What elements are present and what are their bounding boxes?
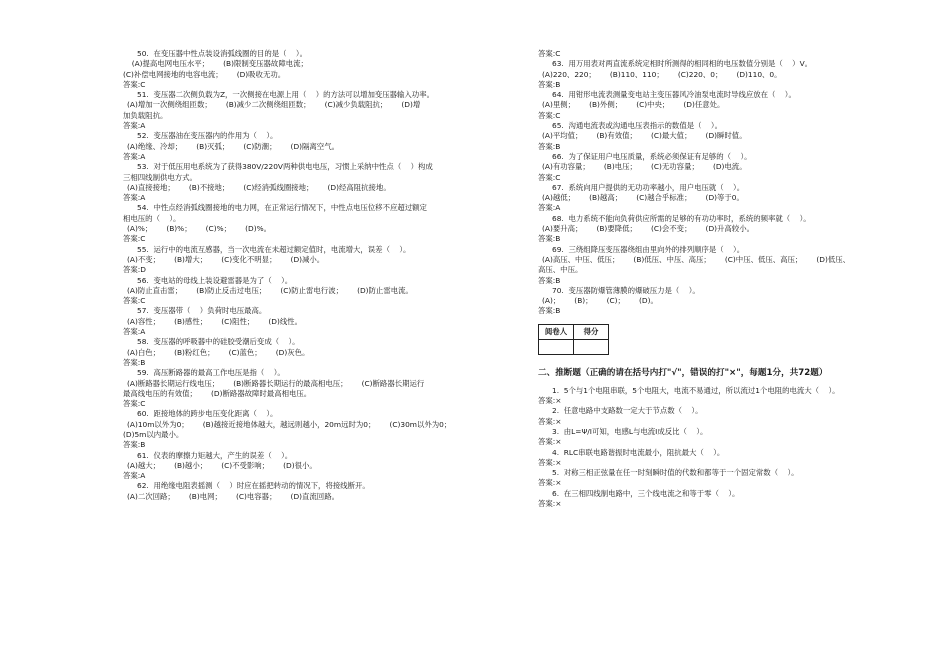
answer-line: 答案:B [538,306,561,316]
section-title: 二、推断题（正确的请在括号内打"√"，错误的打"×"，每题1分，共72题） [538,367,828,378]
question-text: 68. 电力系统不能向负荷供应所需的足够的有功功率时，系统的频率就（ ）。 [552,213,811,223]
answer-line: 答案:B [538,79,561,89]
option-line: (A)越低； (B)越高； (C)越合乎标准； (D)等于0。 [542,193,744,203]
right-question-list [538,50,883,318]
option-line: (A)二次回路； (B)电网； (C)电容器； (D)直流回路。 [127,491,339,501]
answer-line: 答案:B [123,440,146,450]
answer-line: 答案:× [538,437,562,447]
question-text: 1. 5个与1个电阻串联，5个电阻大，电流不易通过，所以流过1个电阻的电流大（ ）。 [552,385,840,395]
grader-label: 阅卷人 [539,324,574,339]
continuation-line: 高压、中压。 [538,265,583,275]
answer-line: 答案:C [123,296,146,306]
question-text: 57. 变压器带（ ）负荷时电压最高。 [137,306,267,316]
answer-line: 答案:× [538,416,562,426]
left-question-column [123,50,475,503]
answer-line: 答案:× [538,498,562,508]
option-line: (A)有功容量； (B)电压； (C)无功容量； (D)电流。 [542,162,747,172]
question-text: 51. 变压器二次侧负载为Z，一次侧接在电源上用（ ）的方法可以增加变压器输入功率。 [137,90,434,100]
question-text: 61. 仪表的摩擦力矩越大，产生的误差（ ）。 [137,450,293,460]
answer-line: 答案:C [538,172,561,182]
answer-line: 答案:B [538,234,561,244]
answer-line: 答案:A [123,327,146,337]
question-text: 50. 在变压器中性点装设消弧线圈的目的是（ ）。 [137,49,307,58]
answer-line: 答案:× [538,478,562,488]
answer-line: 答案:B [538,141,561,151]
question-text: 54. 中性点经消弧线圈接地的电力网，在正常运行情况下，中性点电压位移不应超过额定 [137,203,427,213]
question-text: 62. 用绝缘电阻表摇测（ ）时应在摇把转动的情况下，将接线断开。 [137,481,370,491]
answer-line: 答案:A [538,203,561,213]
question-text: 3. 由L=Ψ/I可知，电感L与电流I成反比（ ）。 [552,426,708,436]
option-line: (A)越大； (B)越小； (C)不受影响； (D)很小。 [127,460,317,470]
question-text: 4. RLC串联电路谐振时电流最小，阻抗最大（ ）。 [552,447,725,457]
question-text: 2. 任意电路中支路数一定大于节点数（ ）。 [552,406,703,416]
continuation-line: (D)5m以内最小。 [123,429,184,439]
score-label: 得分 [574,324,609,339]
question-text: 64. 用钳形电流表测量变电站主变压器风冷油泵电流时导线应放在（ ）。 [552,90,796,100]
score-cell [574,339,609,354]
answer-line: 答案:A [123,151,146,161]
option-line: (A)容性； (B)感性； (C)阻性； (D)线性。 [127,316,303,326]
question-text: 63. 用万用表对两直流系统定相时所测得的相同相的电压数值分别是（ ）V。 [552,59,813,69]
question-text: 53. 对于低压用电系统为了获得380V/220V两种供电电压，习惯上采纳中性点（ ）构成 [137,162,433,172]
option-line: (A)不变； (B)增大； (C)变化不明显； (D)减小。 [127,254,325,264]
option-line: (A)要升高； (B)要降低； (C)会不变； (D)升高较小。 [542,224,754,234]
answer-line: 答案:B [538,275,561,285]
continuation-line: 加负载阻抗。 [123,110,168,120]
continuation-line: (C)补偿电网接地的电容电流； (D)吸收无功。 [123,69,286,79]
option-line: (A)断路器长期运行线电压； (B)断路器长期运行的最高相电压； (C)断路器长期运行 [127,378,425,388]
grader-score-table [538,324,609,355]
question-text: 70. 变压器防爆管薄膜的爆破压力是（ ）。 [552,285,700,295]
option-line: (A)； (B)； (C)； (D)。 [542,296,658,306]
grader-cell [539,339,574,354]
option-line: (A)里侧； (B)外侧； (C)中央； (D)任意处。 [542,100,725,110]
question-text: 58. 变压器的呼吸器中的硅胶受潮后变成（ ）。 [137,337,300,347]
option-line: (A)提高电网电压水平； (B)限制变压器故障电流； [127,59,308,69]
question-text: 69. 三绕组降压变压器绕组由里向外的排列顺序是（ ）。 [552,244,745,254]
option-line: (A)增加一次侧绕组匝数； (B)减少二次侧绕组匝数； (C)减少负载阻抗； (D)增 [127,100,421,110]
option-line: (A)%； (B)%； (C)%； (D)%。 [127,224,271,234]
continuation-line: 相电压的（ ）。 [123,213,181,223]
option-line: (A)平均值； (B)有效值； (C)最大值； (D)瞬时值。 [542,131,747,141]
question-text: 67. 系统向用户提供的无功功率越小，用户电压就（ ）。 [552,182,745,192]
question-text: 52. 变压器油在变压器内的作用为（ ）。 [137,131,278,141]
option-line: (A)220、220； (B)110、110； (C)220、0； (D)110、0。 [542,69,782,79]
answer-line: 答案:× [538,396,562,406]
answer-line: 答案:C [123,234,146,244]
answer-line: 答案:A [123,471,146,481]
question-text: 55. 运行中的电流互感器，当一次电流在未超过额定值时，电流增大，误差（ ）。 [137,244,411,254]
option-line: (A)绝缘、冷却； (B)灭弧； (C)防潮； (D)隔离空气。 [127,141,339,151]
question-text: 5. 对称三相正弦量在任一时刻瞬时值的代数和都等于一个固定常数（ ）。 [552,468,799,478]
question-text: 6. 在三相四线制电路中，三个线电流之和等于零（ ）。 [552,488,740,498]
answer-line: 答案:C [538,110,561,120]
continuation-line: 最高线电压的有效值； (D)断路器故障时最高相电压。 [123,388,312,398]
option-line: (A)白色； (B)粉红色； (C)蓝色； (D)灰色。 [127,347,310,357]
question-text: 60. 距接地体的跨步电压变化距离（ ）。 [137,409,278,419]
answer-line: 答案:C [123,399,146,409]
option-line: (A)防止直击雷； (B)防止反击过电压； (C)防止雷电行波； (D)防止雷电流。 [127,285,413,295]
answer-line: 答案:D [123,265,146,275]
answer-line: 答案:C [538,49,561,58]
option-line: (A)直接接地； (B)不接地； (C)经消弧线圈接地； (D)经高阻抗接地。 [127,182,391,192]
answer-line: 答案:B [123,357,146,367]
right-question-column [538,50,883,510]
answer-line: 答案:C [123,79,146,89]
option-line: (A)10m以外为0； (B)越接近接地体越大，越远则越小，20m远时为0； (C)30m以外为0； [127,419,452,429]
option-line: (A)高压、中压、低压； (B)低压、中压、高压； (C)中压、低压、高压； (D)低压、 [542,254,851,264]
answer-line: 答案:A [123,193,146,203]
question-text: 65. 沟通电流表或沟通电压表指示的数值是（ ）。 [552,121,722,131]
question-text: 56. 变电站的母线上装设避雷器是为了（ ）。 [137,275,293,285]
true-false-question-list [538,387,883,511]
answer-line: 答案:A [123,121,146,131]
question-text: 59. 高压断路器的最高工作电压是指（ ）。 [137,368,285,378]
continuation-line: 三相四线制供电方式。 [123,172,197,182]
answer-line: 答案:× [538,457,562,467]
question-text: 66. 为了保证用户电压质量，系统必须保证有足够的（ ）。 [552,151,752,161]
